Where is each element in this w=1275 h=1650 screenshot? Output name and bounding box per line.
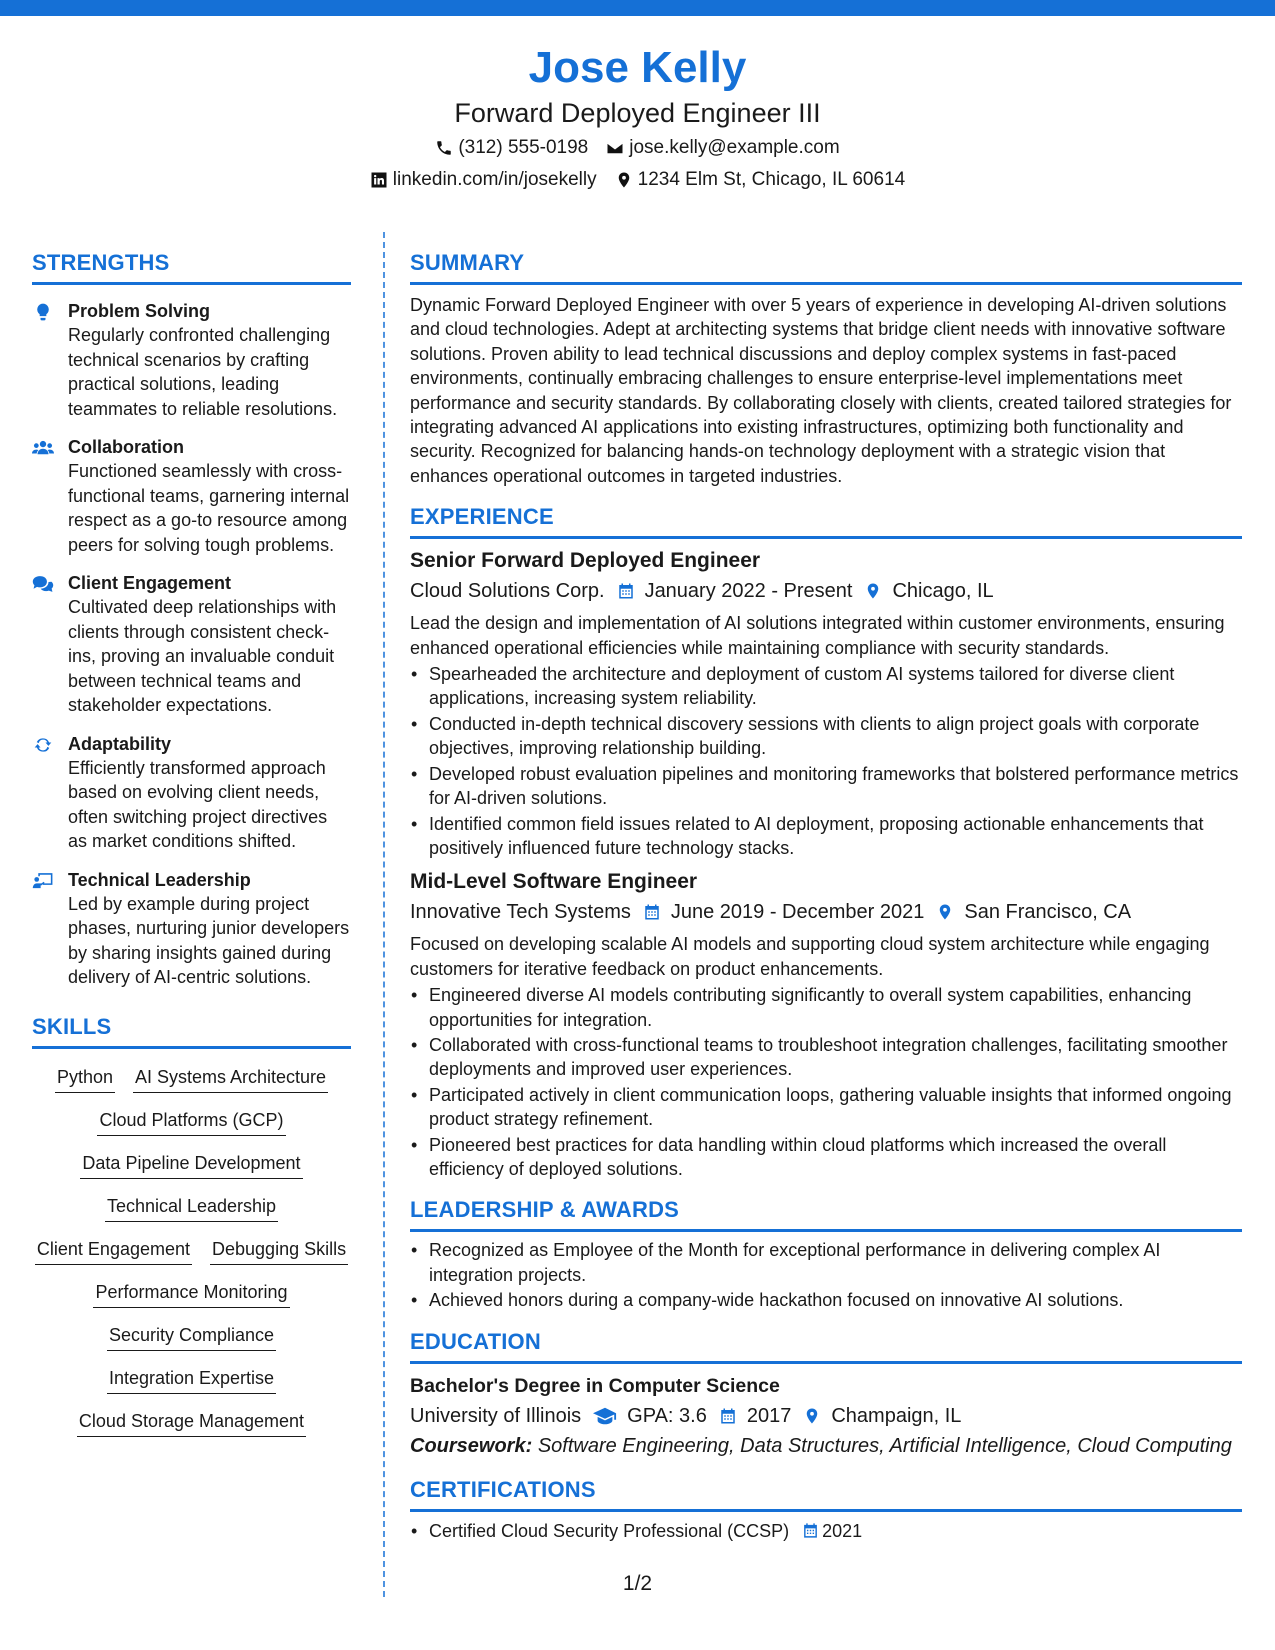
school-location: Champaign, IL bbox=[831, 1404, 962, 1427]
page-number: 1/2 bbox=[622, 1572, 653, 1595]
job-bullet: • Spearheaded the architecture and deployment of custom AI systems tailored for diverse client applications, increasing system reliability. bbox=[410, 662, 1242, 711]
skill-tag: Cloud Platforms (GCP) bbox=[97, 1108, 285, 1136]
job-location: Chicago, IL bbox=[892, 580, 994, 603]
awards-section bbox=[410, 1195, 1242, 1312]
job-meta bbox=[410, 576, 1242, 606]
column-divider bbox=[383, 232, 385, 1597]
summary-rule bbox=[410, 282, 1242, 285]
strength-item bbox=[32, 868, 351, 990]
map-marker-icon bbox=[615, 171, 633, 189]
comments-icon bbox=[32, 574, 54, 594]
job-bullets bbox=[410, 662, 1242, 860]
right-column bbox=[410, 248, 1242, 1543]
strength-desc: Regularly confronted challenging technical scenarios by crafting practical solutions, leading teammates to reliable resolutions. bbox=[68, 325, 338, 419]
email-text: jose.kelly@example.com bbox=[629, 137, 840, 158]
experience-heading: EXPERIENCE bbox=[410, 504, 554, 530]
contact-row-2 bbox=[0, 166, 1275, 194]
job-bullet: • Developed robust evaluation pipelines and monitoring frameworks that bolstered performance metrics for AI-driven solutions. bbox=[410, 762, 1242, 811]
strengths-rule bbox=[32, 282, 351, 285]
job-bullet: • Collaborated with cross-functional teams to troubleshoot integration challenges, facilitating smoother deployments and improved user experiences. bbox=[410, 1033, 1242, 1082]
strength-title: Adaptability bbox=[68, 733, 172, 754]
gpa-value: GPA: 3.6 bbox=[627, 1404, 707, 1427]
graduation-year: 2017 bbox=[746, 1404, 792, 1427]
linkedin-contact[interactable] bbox=[370, 166, 597, 194]
summary-text: Dynamic Forward Deployed Engineer with over 5 years of experience in developing AI-driven solutions and cloud technologies. Adept at architecting systems that bridge client needs with innovative software solutions. Proven ability to lead technical discussions and deploy complex systems in fast-paced environments, continually embracing challenges to ensure enterprise-level implementations meet performance and security standards. By collaborating closely with clients, created tailored strategies for integrating advanced AI applications into existing infrastructures, optimizing both functionality and security. Recognized for balancing hands-on technology deployment with a strategic vision that enhances operational outcomes in targeted industries. bbox=[410, 295, 1232, 486]
job-bullets bbox=[410, 983, 1242, 1181]
skill-tag: Technical Leadership bbox=[105, 1194, 278, 1222]
job-entry bbox=[410, 868, 1242, 1181]
strength-item bbox=[32, 571, 351, 718]
summary-section bbox=[410, 248, 1242, 488]
chalkboard-teacher-icon bbox=[32, 871, 54, 891]
awards-heading: LEADERSHIP & AWARDS bbox=[410, 1197, 680, 1223]
left-column bbox=[32, 248, 351, 1437]
calendar-icon bbox=[802, 1521, 819, 1540]
strength-title: Client Engagement bbox=[68, 573, 232, 593]
top-accent-bar bbox=[0, 0, 1275, 16]
candidate-title: Forward Deployed Engineer III bbox=[454, 98, 821, 128]
skill-tag: Integration Expertise bbox=[107, 1366, 276, 1394]
address-contact bbox=[615, 166, 906, 194]
calendar-icon bbox=[617, 581, 635, 601]
strengths-heading: STRENGTHS bbox=[32, 250, 170, 275]
certification-item bbox=[410, 1519, 1242, 1543]
certifications-section bbox=[410, 1475, 1242, 1543]
sync-icon bbox=[32, 735, 54, 755]
strength-desc: Cultivated deep relationships with clients through consistent check-ins, proving an invaluable conduit between technical teams and stakeholder expectations. bbox=[68, 597, 337, 715]
skill-tag: Performance Monitoring bbox=[93, 1280, 289, 1308]
job-dates: January 2022 - Present bbox=[644, 580, 853, 603]
users-icon bbox=[32, 438, 54, 458]
skills-heading: SKILLS bbox=[32, 1013, 112, 1039]
award-bullet: • Recognized as Employee of the Month for exceptional performance in delivering complex AI integration projects. bbox=[410, 1238, 1242, 1287]
skill-tag: Python bbox=[55, 1065, 115, 1093]
experience-section bbox=[410, 502, 1242, 1181]
job-title: Senior Forward Deployed Engineer bbox=[410, 549, 761, 573]
email-contact[interactable] bbox=[606, 134, 839, 162]
skill-tag: Data Pipeline Development bbox=[80, 1151, 302, 1179]
strength-desc: Led by example during project phases, nurturing junior developers by sharing insights gained during delivery of AI-centric solutions. bbox=[68, 893, 350, 987]
job-entry bbox=[410, 547, 1242, 860]
education-section bbox=[410, 1327, 1242, 1461]
map-marker-icon bbox=[864, 581, 882, 601]
linkedin-icon bbox=[370, 171, 388, 189]
skills-list bbox=[32, 1065, 351, 1437]
job-bullet: • Conducted in-depth technical discovery sessions with clients to align project goals with corporate objectives, improving relationship building. bbox=[410, 712, 1242, 761]
coursework bbox=[410, 1431, 1242, 1461]
skill-tag: AI Systems Architecture bbox=[133, 1065, 328, 1093]
job-description: Lead the design and implementation of AI solutions integrated within customer environments, ensuring enhanced operational efficiencies while maintaining compliance with security standards. bbox=[410, 613, 1225, 658]
strengths-section bbox=[32, 248, 351, 990]
award-bullet: • Achieved honors during a company-wide hackathon focused on innovative AI solutions. bbox=[410, 1288, 1242, 1312]
education-heading: EDUCATION bbox=[410, 1328, 541, 1354]
strength-item bbox=[32, 299, 351, 421]
contact-row-1 bbox=[0, 134, 1275, 162]
education-rule bbox=[410, 1361, 1242, 1364]
phone-contact[interactable] bbox=[435, 134, 588, 162]
skill-tag: Debugging Skills bbox=[210, 1237, 348, 1265]
map-marker-icon bbox=[803, 1406, 821, 1426]
strength-item bbox=[32, 732, 351, 854]
lightbulb-icon bbox=[32, 302, 54, 322]
education-meta bbox=[410, 1401, 1242, 1431]
calendar-icon bbox=[643, 902, 661, 922]
certifications-rule bbox=[410, 1509, 1242, 1512]
degree-title: Bachelor's Degree in Computer Science bbox=[410, 1374, 780, 1397]
strength-item bbox=[32, 435, 351, 557]
summary-heading: SUMMARY bbox=[410, 250, 525, 275]
job-dates: June 2019 - December 2021 bbox=[670, 901, 925, 924]
skill-tag: Security Compliance bbox=[107, 1323, 276, 1351]
certification-year: 2021 bbox=[822, 1520, 863, 1541]
job-location: San Francisco, CA bbox=[964, 901, 1132, 924]
job-bullet: • Pioneered best practices for data handling within cloud platforms which increased the overall efficiency of deployed solutions. bbox=[410, 1133, 1242, 1182]
certifications-list bbox=[410, 1519, 1242, 1543]
certification-name: • Certified Cloud Security Professional (CCSP) bbox=[429, 1520, 790, 1541]
skills-rule bbox=[32, 1046, 351, 1049]
awards-rule bbox=[410, 1229, 1242, 1232]
job-bullet: • Engineered diverse AI models contributing significantly to overall system capabilities, enhancing opportunities for integration. bbox=[410, 983, 1242, 1032]
resume-header bbox=[0, 40, 1275, 194]
job-title: Mid-Level Software Engineer bbox=[410, 870, 698, 894]
skill-tag: Cloud Storage Management bbox=[77, 1409, 306, 1437]
phone-text: (312) 555-0198 bbox=[458, 137, 589, 158]
strength-title: Problem Solving bbox=[68, 301, 211, 321]
skill-tag: Client Engagement bbox=[35, 1237, 192, 1265]
job-company: Innovative Tech Systems bbox=[410, 901, 631, 924]
skills-section bbox=[32, 1012, 351, 1437]
candidate-name: Jose Kelly bbox=[528, 43, 747, 92]
calendar-icon bbox=[719, 1406, 737, 1426]
job-bullet: • Identified common field issues related to AI deployment, proposing actionable enhancements that positively influenced future technology stacks. bbox=[410, 812, 1242, 861]
certifications-heading: CERTIFICATIONS bbox=[410, 1476, 596, 1502]
job-description: Focused on developing scalable AI models and supporting cloud system architecture while engaging customers for iterative feedback on product enhancements. bbox=[410, 934, 1210, 979]
strength-title: Technical Leadership bbox=[68, 869, 251, 890]
address-text: 1234 Elm St, Chicago, IL 60614 bbox=[637, 169, 906, 190]
graduation-cap-icon bbox=[593, 1406, 617, 1426]
strength-desc: Efficiently transformed approach based on evolving client needs, often switching project directives as market conditions shifted. bbox=[68, 757, 328, 851]
strength-desc: Functioned seamlessly with cross-functional teams, garnering internal respect as a go-to resource among peers for solving tough problems. bbox=[68, 461, 350, 555]
school-name: University of Illinois bbox=[410, 1404, 582, 1427]
linkedin-text: linkedin.com/in/josekelly bbox=[392, 169, 597, 190]
strength-title: Collaboration bbox=[68, 437, 184, 457]
job-company: Cloud Solutions Corp. bbox=[410, 580, 605, 603]
map-marker-icon bbox=[936, 902, 954, 922]
awards-bullets bbox=[410, 1238, 1242, 1312]
job-meta bbox=[410, 897, 1242, 927]
experience-rule bbox=[410, 536, 1242, 539]
coursework-list: Software Engineering, Data Structures, Artificial Intelligence, Cloud Computing bbox=[537, 1434, 1232, 1457]
phone-icon bbox=[435, 139, 453, 157]
job-bullet: • Participated actively in client communication loops, gathering valuable insights that informed ongoing product strategy refinement. bbox=[410, 1083, 1242, 1132]
envelope-icon bbox=[606, 139, 624, 157]
coursework-label: Coursework: bbox=[410, 1434, 533, 1457]
